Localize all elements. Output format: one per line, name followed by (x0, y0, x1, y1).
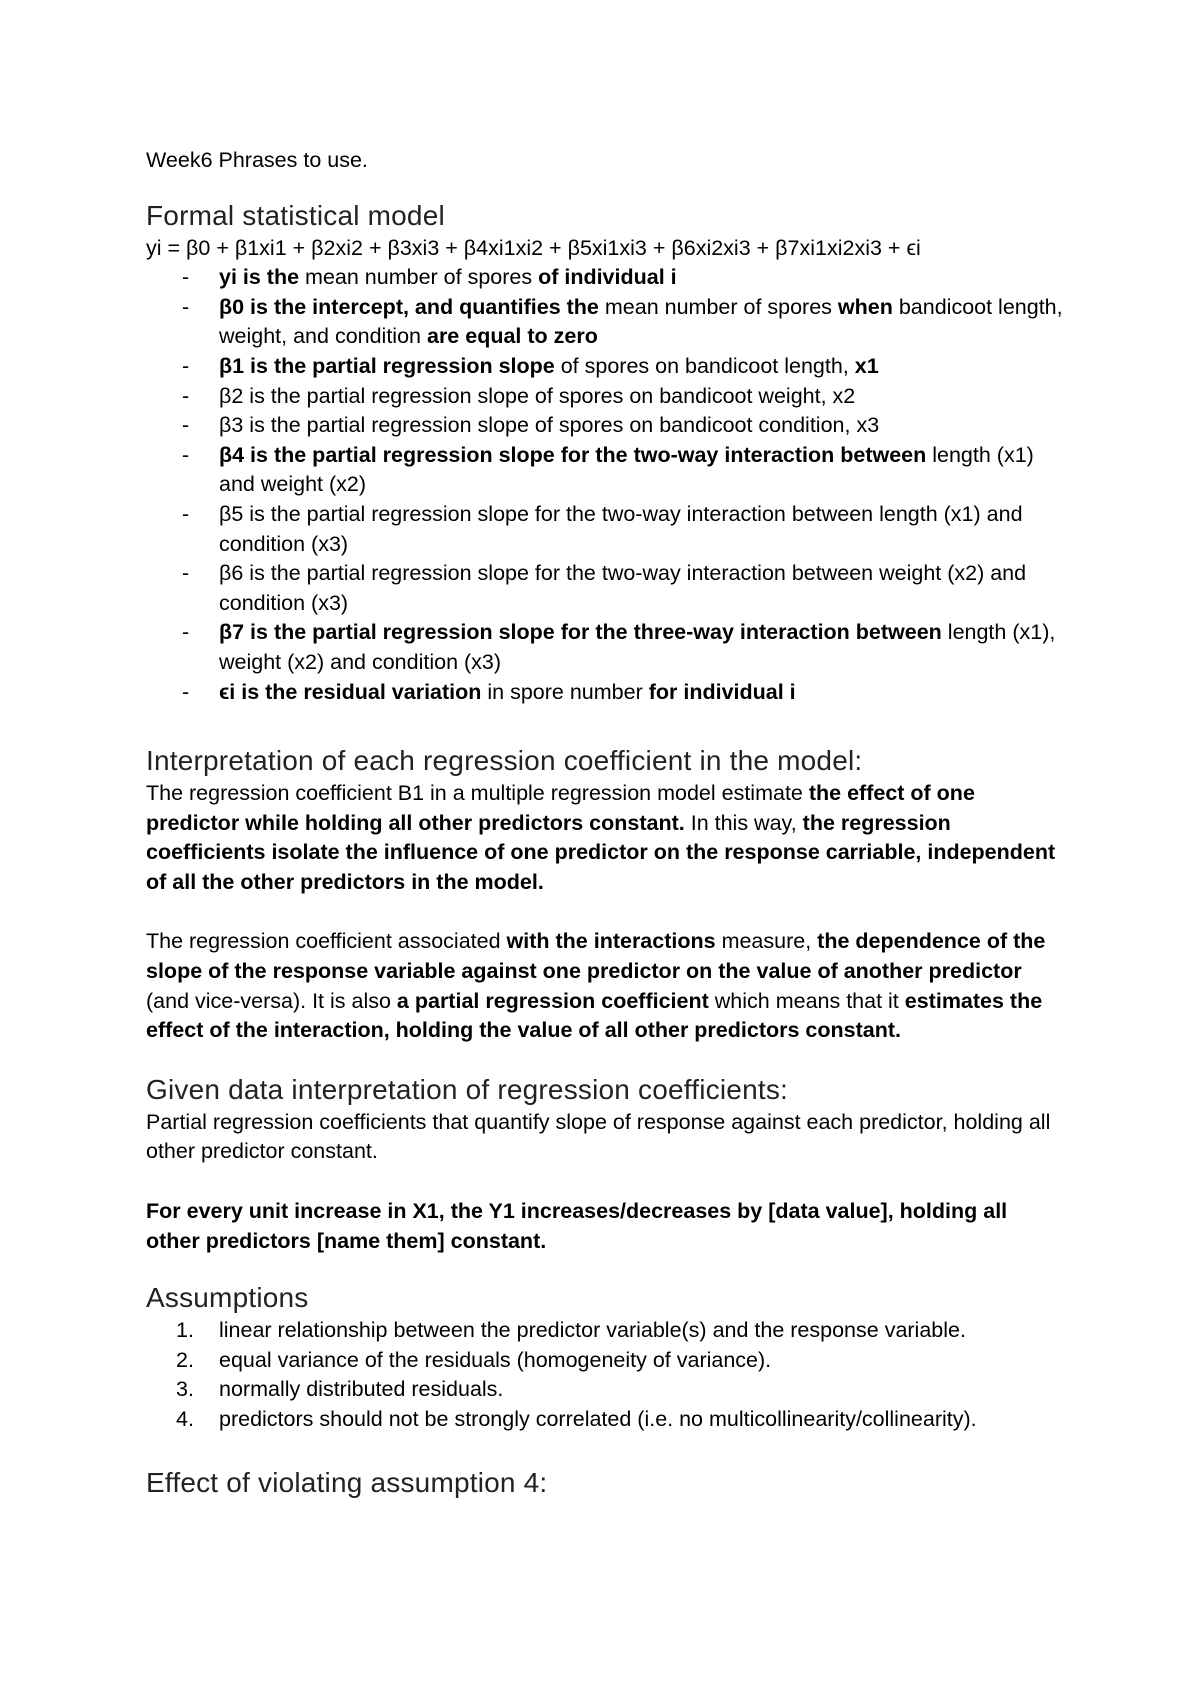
list-item: - yi is the mean number of spores of individual i (182, 265, 677, 290)
model-term-list (146, 263, 1066, 707)
interpretation-paragraph-1: The regression coefficient B1 in a multiple regression model estimate the effect of one predictor while holding all other predictors constant. In this way, the regression coefficients isolate the influence of one predictor on the response carriable, independent of all the other predictors in the model. (146, 781, 1056, 894)
list-item: - ϵi is the residual variation in spore number for individual i (182, 679, 796, 704)
model-equation: yi = β0 + β1xi1 + β2xi2 + β3xi3 + β4xi1xi2 + β5xi1xi3 + β6xi2xi3 + β7xi1xi2xi3 + ϵi (146, 235, 921, 260)
page-title: Week6 Phrases to use. (146, 148, 368, 172)
list-item: - β6 is the partial regression slope for the two-way interaction between weight (x2) and condition (x3) (182, 561, 1027, 615)
section-heading-assumptions: Assumptions (146, 1282, 309, 1314)
section-heading-model: Formal statistical model (146, 199, 445, 231)
list-item: - β7 is the partial regression slope for the three-way interaction between length (x1), weight (x2) and condition (x3) (182, 620, 1056, 674)
assumptions-list (146, 1316, 1066, 1434)
list-item: - β4 is the partial regression slope for the two-way interaction between length (x1) and weight (x2) (182, 442, 1034, 497)
list-item: 4. predictors should not be strongly correlated (i.e. no multicollinearity/collinearity). (176, 1407, 977, 1431)
section-heading-violation: Effect of violating assumption 4: (146, 1466, 548, 1498)
list-item: - β2 is the partial regression slope of spores on bandicoot weight, x2 (182, 383, 856, 408)
list-item: 3. normally distributed residuals. (176, 1377, 504, 1402)
section-heading-interpretation: Interpretation of each regression coefficient in the model: (146, 745, 863, 777)
section-heading-given-data: Given data interpretation of regression coefficients: (146, 1073, 788, 1105)
list-item: - β1 is the partial regression slope of spores on bandicoot length, x1 (182, 353, 879, 378)
list-item: 1. linear relationship between the predictor variable(s) and the response variable. (176, 1318, 966, 1343)
list-item: - β0 is the intercept, and quantifies the mean number of spores when bandicoot length, weight, and condition are equal to zero (182, 294, 1063, 349)
list-item: 2. equal variance of the residuals (homogeneity of variance). (176, 1347, 772, 1372)
interpretation-paragraph-2: The regression coefficient associated with the interactions measure, the dependence of the slope of the response variable against one predictor on the value of another predictor (and vice-versa). It is also a partial regression coefficient which means that it estimates the effect of the interaction, holding the value of all other predictors constant. (146, 929, 1046, 1043)
list-item: - β5 is the partial regression slope for the two-way interaction between length (x1) and condition (x3) (182, 501, 1023, 556)
document-body (146, 146, 1066, 1501)
list-item: - β3 is the partial regression slope of spores on bandicoot condition, x3 (182, 413, 880, 438)
given-data-paragraph-2: For every unit increase in X1, the Y1 increases/decreases by [data value], holding all other predictors [name them] constant. (146, 1199, 1008, 1253)
given-data-paragraph-1: Partial regression coefficients that quantify slope of response against each predictor, holding all other predictor constant. (146, 1109, 1051, 1164)
